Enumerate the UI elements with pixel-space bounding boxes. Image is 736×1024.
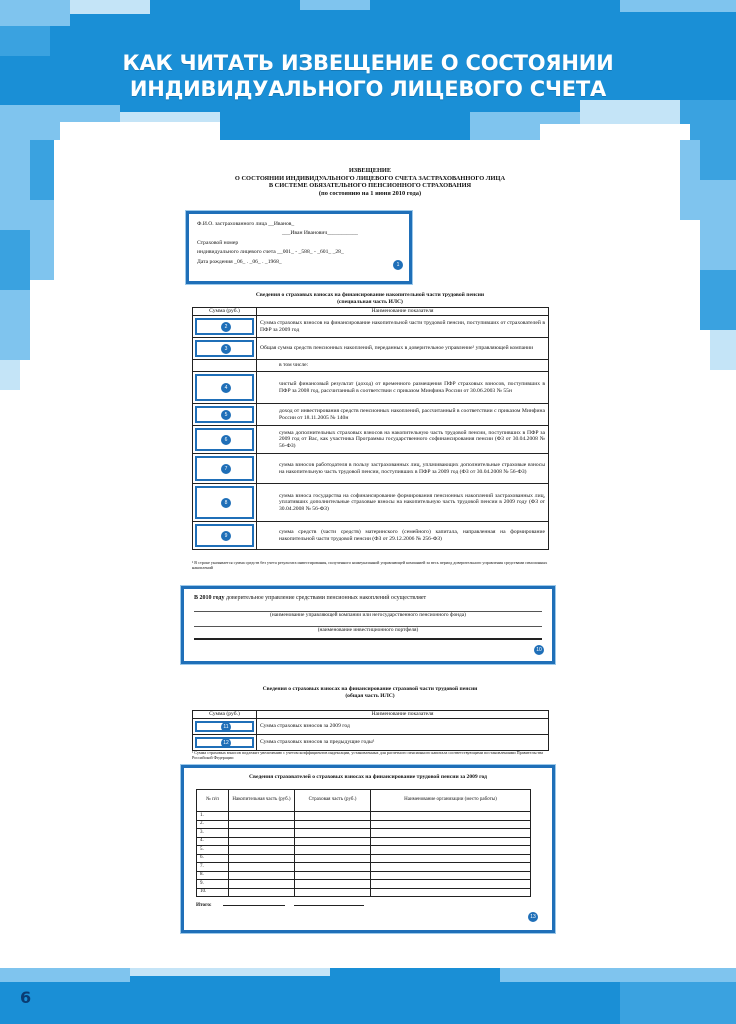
- funded-cell[interactable]: [229, 863, 295, 872]
- sum-cell[interactable]: [193, 484, 257, 522]
- row-number: 8.: [197, 871, 229, 880]
- funded-cell[interactable]: [229, 812, 295, 821]
- title-line-2: ИНДИВИДУАЛЬНОГО ЛИЦЕВОГО СЧЕТА: [129, 77, 607, 101]
- sum-cell[interactable]: [193, 338, 257, 360]
- table-row: [197, 837, 531, 846]
- table-row: [197, 820, 531, 829]
- col-name: Наименование показателя: [257, 308, 549, 316]
- marker-1-badge: 1: [393, 260, 403, 270]
- person-info-box: [186, 211, 412, 284]
- employers-table-header: [197, 790, 531, 812]
- table-row: [197, 880, 531, 889]
- employers-table: [196, 789, 531, 897]
- insurance-cell[interactable]: [295, 829, 371, 838]
- funded-title: Сведения о страховых взносах на финансирование накопительной части трудовой пенсии: [255, 292, 485, 298]
- management-lead-bold: В 2010 году: [194, 595, 225, 601]
- funded-cell[interactable]: [229, 888, 295, 897]
- table-row: [193, 426, 549, 454]
- table-row: [193, 484, 549, 522]
- marker-badge: 3: [221, 344, 231, 354]
- fio-line-2: ___Иван Иванович___________: [282, 230, 358, 237]
- col-sum: Сумма (руб.): [193, 711, 257, 719]
- insurance-section-title: [190, 686, 550, 700]
- org-cell[interactable]: [371, 871, 531, 880]
- row-number: 5.: [197, 846, 229, 855]
- notice-header: [185, 167, 555, 197]
- table-row: [197, 829, 531, 838]
- org-cell[interactable]: [371, 863, 531, 872]
- management-lead: [194, 594, 542, 602]
- title-line-1: КАК ЧИТАТЬ ИЗВЕЩЕНИЕ О СОСТОЯНИИ: [122, 51, 614, 75]
- portfolio-caption: (наименование инвестиционного портфеля): [317, 627, 419, 633]
- header-banner: [0, 0, 736, 140]
- marker-13-badge: 13: [528, 912, 538, 922]
- insurance-cell[interactable]: [295, 812, 371, 821]
- marker-badge: 12: [221, 738, 231, 748]
- table-row: [197, 863, 531, 872]
- page-number: 6: [20, 988, 32, 1007]
- insurance-cell[interactable]: [295, 846, 371, 855]
- total-insurance-field[interactable]: [294, 901, 364, 906]
- table-row: [193, 338, 549, 360]
- insurance-cell[interactable]: [295, 888, 371, 897]
- funded-subtitle: (специальная часть ИЛС): [337, 299, 403, 305]
- table-row: [193, 735, 549, 751]
- management-box: [181, 586, 555, 664]
- sum-cell[interactable]: [193, 522, 257, 550]
- org-cell[interactable]: [371, 829, 531, 838]
- decor-tile: [540, 124, 690, 140]
- table-row: [193, 372, 549, 404]
- insurance-cell[interactable]: [295, 871, 371, 880]
- funded-cell[interactable]: [229, 829, 295, 838]
- right-decor: [680, 140, 736, 370]
- insurance-table: [192, 710, 549, 751]
- table-row: [193, 454, 549, 484]
- decor-tile: [60, 122, 220, 140]
- table-row: [193, 719, 549, 735]
- row-number: 9.: [197, 880, 229, 889]
- sum-cell[interactable]: [193, 316, 257, 338]
- total-row: [196, 901, 540, 908]
- decor-tile: [70, 0, 150, 14]
- marker-badge: 2: [221, 322, 231, 332]
- company-name-line[interactable]: [194, 604, 542, 612]
- row-number: 3.: [197, 829, 229, 838]
- account-line: индивидуального лицевого счета __001_ - _588_ - _601_ _28_: [197, 249, 344, 256]
- row-number: 4.: [197, 837, 229, 846]
- org-cell[interactable]: [371, 880, 531, 889]
- management-lead-rest: доверительное управление средствами пенсионных накоплений осуществляет: [224, 595, 427, 601]
- funded-cell[interactable]: [229, 871, 295, 880]
- row-number: 6.: [197, 854, 229, 863]
- funded-cell[interactable]: [229, 854, 295, 863]
- col-num: № п/п: [197, 790, 229, 812]
- funded-footnote: ¹ В строке указывается сумма средств без учета результата инвестирования, полученного нижеуказанной управляющей компанией за весь период доверительного управления средствами пенсионных накоплений: [192, 560, 548, 570]
- org-cell[interactable]: [371, 854, 531, 863]
- decor-tile: [620, 0, 736, 12]
- insurance-title: Сведения о страховых взносах на финансирование страховой части трудовой пенсии: [262, 686, 478, 692]
- table-row: [197, 871, 531, 880]
- row-label: сумма дополнительных страховых взносов на накопительную часть трудовой пенсии, поступивших в ПФР за 2009 год от Вас, как участника Программы государственного софинансирования пенсии (ФЗ от 30.04.2008 № 56-ФЗ): [257, 426, 549, 454]
- col-sum: Сумма (руб.): [193, 308, 257, 316]
- marker-10-badge: 10: [534, 645, 544, 655]
- marker-badge: 5: [221, 410, 231, 420]
- row-label: сумма средств (части средств) материнского (семейного) капитала, направленная на формирование накопительной части трудовой пенсии (ФЗ от 29.12.2006 № 256-ФЗ): [257, 522, 549, 550]
- row-number: 2.: [197, 820, 229, 829]
- funded-cell[interactable]: [229, 820, 295, 829]
- row-label: в том числе:: [257, 360, 549, 372]
- marker-badge: 8: [221, 498, 231, 508]
- funded-table-header: [193, 308, 549, 316]
- decor-tile: [0, 0, 70, 26]
- divider: [194, 634, 542, 640]
- footer-bar: [0, 968, 736, 1024]
- sum-cell: [193, 360, 257, 372]
- org-cell[interactable]: [371, 888, 531, 897]
- insurance-cell[interactable]: [295, 837, 371, 846]
- row-number: 1.: [197, 812, 229, 821]
- insurance-cell[interactable]: [295, 863, 371, 872]
- org-cell[interactable]: [371, 812, 531, 821]
- account-label: Страховой номер: [197, 239, 239, 246]
- row-number: 10.: [197, 888, 229, 897]
- row-label: Сумма страховых взносов на финансирование накопительной части трудовой пенсии, поступивших от страхователей в ПФР за 2009 год: [257, 316, 549, 338]
- row-label: Сумма страховых взносов за предыдущие годы¹: [257, 735, 549, 751]
- marker-badge: 7: [221, 464, 231, 474]
- total-label: Итого:: [196, 902, 212, 908]
- insurance-footnote: ¹ Сумма страховых взносов подлежит увеличению с учетом коэффициентов индексации, установленных для расчетного пенсионного капитала соответствующими постановлениями Правительства Российской Федерации: [192, 750, 543, 760]
- insurance-subtitle: (общая часть ИЛС): [345, 693, 395, 699]
- notice-subheading-2: В СИСТЕМЕ ОБЯЗАТЕЛЬНОГО ПЕНСИОННОГО СТРАХОВАНИЯ: [268, 182, 472, 190]
- row-label: сумма взноса государства на софинансирование формирования пенсионных накоплений застрахованных лиц, уплативших дополнительные страховые взносы на накопительную часть трудовой пенсии в 2009 году (ФЗ от 30.04.2008 № 56-ФЗ): [257, 484, 549, 522]
- table-row: [193, 404, 549, 426]
- company-caption: (наименование управляющей компании или негосударственного пенсионного фонда): [270, 612, 466, 618]
- sum-cell[interactable]: [193, 454, 257, 484]
- sum-cell[interactable]: [193, 426, 257, 454]
- insurance-table-header: [193, 711, 549, 719]
- left-decor: [0, 140, 60, 390]
- org-cell[interactable]: [371, 837, 531, 846]
- table-row: [197, 854, 531, 863]
- marker-badge: 6: [221, 435, 231, 445]
- notice-subheading-1: О СОСТОЯНИИ ИНДИВИДУАЛЬНОГО ЛИЦЕВОГО СЧЕТА ЗАСТРАХОВАННОГО ЛИЦА: [234, 174, 506, 182]
- insurance-cell[interactable]: [295, 854, 371, 863]
- insurance-cell[interactable]: [295, 880, 371, 889]
- row-label: Сумма страховых взносов за 2009 год: [257, 719, 549, 735]
- marker-badge: 9: [221, 531, 231, 541]
- row-number: 7.: [197, 863, 229, 872]
- sum-cell[interactable]: [193, 735, 257, 751]
- portfolio-name-line[interactable]: [194, 619, 542, 627]
- col-name: Наименование показателя: [257, 711, 549, 719]
- table-row: [193, 522, 549, 550]
- table-row: [197, 812, 531, 821]
- funded-table: [192, 307, 549, 550]
- marker-badge: 11: [221, 722, 231, 732]
- employers-title: Сведения страхователей о страховых взносах на финансирование трудовой пенсии за 2009 год: [248, 774, 487, 780]
- funded-section-title: [190, 292, 550, 306]
- col-funded: Накопительная часть (руб.): [229, 790, 295, 812]
- sum-cell[interactable]: [193, 372, 257, 404]
- sum-cell[interactable]: [193, 404, 257, 426]
- decor-tile: [300, 0, 370, 10]
- org-cell[interactable]: [371, 820, 531, 829]
- fio-line-1: Ф.И.О. застрахованного лица __Иванов_: [197, 221, 295, 227]
- table-row: [193, 316, 549, 338]
- table-row: [197, 888, 531, 897]
- row-label: сумма взносов работодателя в пользу застрахованных лиц, уплачивающих дополнительные страховые взносы на накопительную часть трудовой пенсии, поступивших в ПФР за 2009 год (ФЗ от 30.04.2008 № 56-ФЗ): [257, 454, 549, 484]
- funded-cell[interactable]: [229, 880, 295, 889]
- marker-badge: 4: [221, 383, 231, 393]
- birth-line: Дата рождения _06_ . _06_ . _1968_: [197, 258, 282, 265]
- col-org: Наименование организации (место работы): [371, 790, 531, 812]
- row-label: чистый финансовый результат (доход) от временного размещения ПФР страховых взносов, поступивших в ПФР за 2008 год, рассчитанный в соответствии с приказом Минфина России от 30.06.2003 № 55н: [257, 372, 549, 404]
- notice-date-note: (по состоянию на 1 июня 2010 года): [318, 189, 422, 197]
- org-cell[interactable]: [371, 846, 531, 855]
- employers-box: [181, 765, 555, 933]
- col-insurance: Страховая часть (руб.): [295, 790, 371, 812]
- employers-table-body: [197, 812, 531, 897]
- row-label: доход от инвестирования средств пенсионных накоплений, рассчитанный в соответствии с приказом Минфина России от 18.11.2005 № 140н: [257, 404, 549, 426]
- page-title: [0, 50, 736, 102]
- table-row: [193, 360, 549, 372]
- funded-cell[interactable]: [229, 846, 295, 855]
- table-row: [197, 846, 531, 855]
- insurance-cell[interactable]: [295, 820, 371, 829]
- funded-cell[interactable]: [229, 837, 295, 846]
- row-label: Общая сумма средств пенсионных накоплений, переданных в доверительное управление¹ управляющей компании: [257, 338, 549, 360]
- notice-heading: ИЗВЕЩЕНИЕ: [348, 167, 392, 174]
- total-funded-field[interactable]: [223, 901, 285, 906]
- sum-cell[interactable]: [193, 719, 257, 735]
